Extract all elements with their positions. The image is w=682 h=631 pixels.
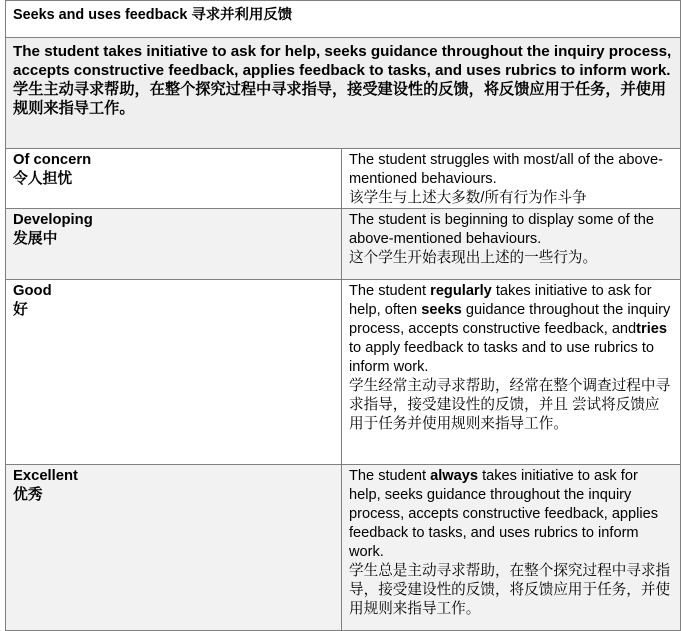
text-fragment: guidance throughout the inquiry process, accepts constructive feedback, and <box>349 302 671 337</box>
level-label-cell <box>6 465 342 631</box>
level-label-cell <box>6 149 342 209</box>
text-fragment: to apply feedback to tasks and to use rubrics to inform work. <box>349 340 655 375</box>
level-label-cell <box>6 280 342 465</box>
level-row-good <box>6 280 681 465</box>
level-row-developing <box>6 209 681 280</box>
level-name-english: Of concern <box>13 152 92 168</box>
level-name-english: Developing <box>13 212 93 228</box>
text-fragment: The student <box>349 468 431 484</box>
level-row-of-concern <box>6 149 681 209</box>
level-description-cell <box>342 465 681 631</box>
level-description-english: The student is beginning to display some of the above-mentioned behaviours. <box>349 212 655 247</box>
text-fragment: takes initiative to ask for help, often <box>349 283 652 318</box>
level-name-chinese: 优秀 <box>13 487 43 503</box>
level-description-cell <box>342 209 681 280</box>
level-description-chinese: 这个学生开始表现出上述的一些行为。 <box>349 250 598 266</box>
level-description-cell <box>342 280 681 465</box>
emphasis-regularly: regularly <box>430 283 492 299</box>
emphasis-seeks: seeks <box>421 302 462 318</box>
level-description-english <box>349 282 673 377</box>
description-row <box>6 38 681 149</box>
level-description-chinese: 学生经常主动寻求帮助，经常在整个调查过程中寻求指导，接受建设性的反馈，并且 尝试将反馈应用于任务并使用规则来指导工作。 <box>349 378 671 432</box>
level-description-chinese: 学生总是主动寻求帮助，在整个探究过程中寻求指导，接受建设性的反馈，将反馈应用于任务，并使用规则来指导工作。 <box>349 563 671 617</box>
level-name-chinese: 发展中 <box>13 231 58 247</box>
rubric-description-cell <box>6 38 681 149</box>
rubric-title: Seeks and uses feedback 寻求并利用反馈 <box>13 7 293 23</box>
level-description-chinese: 该学生与上述大多数/所有行为作斗争 <box>349 190 587 206</box>
emphasis-tries: tries <box>636 321 667 337</box>
text-fragment: The student <box>349 283 431 299</box>
level-description-english <box>349 467 673 562</box>
level-name-english: Excellent <box>13 468 78 484</box>
level-name-chinese: 令人担忧 <box>13 171 73 187</box>
description-chinese: 学生主动寻求帮助，在整个探究过程中寻求指导，接受建设性的反馈，将反馈应用于任务，并使用规则来指导工作。 <box>13 81 667 117</box>
level-description-cell <box>342 149 681 209</box>
level-label-cell <box>6 209 342 280</box>
rubric-table <box>5 0 681 631</box>
text-fragment: takes initiative to ask for help, seeks guidance throughout the inquiry process, accepts constructive feedback, applies feedback to tasks, and uses rubrics to inform work. <box>349 468 659 560</box>
description-english: The student takes initiative to ask for help, seeks guidance throughout the inquiry process, accepts constructive feedback, applies feedback to tasks, and uses rubrics to inform work. <box>13 43 672 79</box>
title-row <box>6 1 681 38</box>
level-row-excellent <box>6 465 681 631</box>
level-description-english: The student struggles with most/all of the above-mentioned behaviours. <box>349 152 663 187</box>
level-name-english: Good <box>13 283 52 299</box>
emphasis-always: always <box>430 468 479 484</box>
level-name-chinese: 好 <box>13 302 28 318</box>
rubric-title-cell <box>6 1 681 38</box>
